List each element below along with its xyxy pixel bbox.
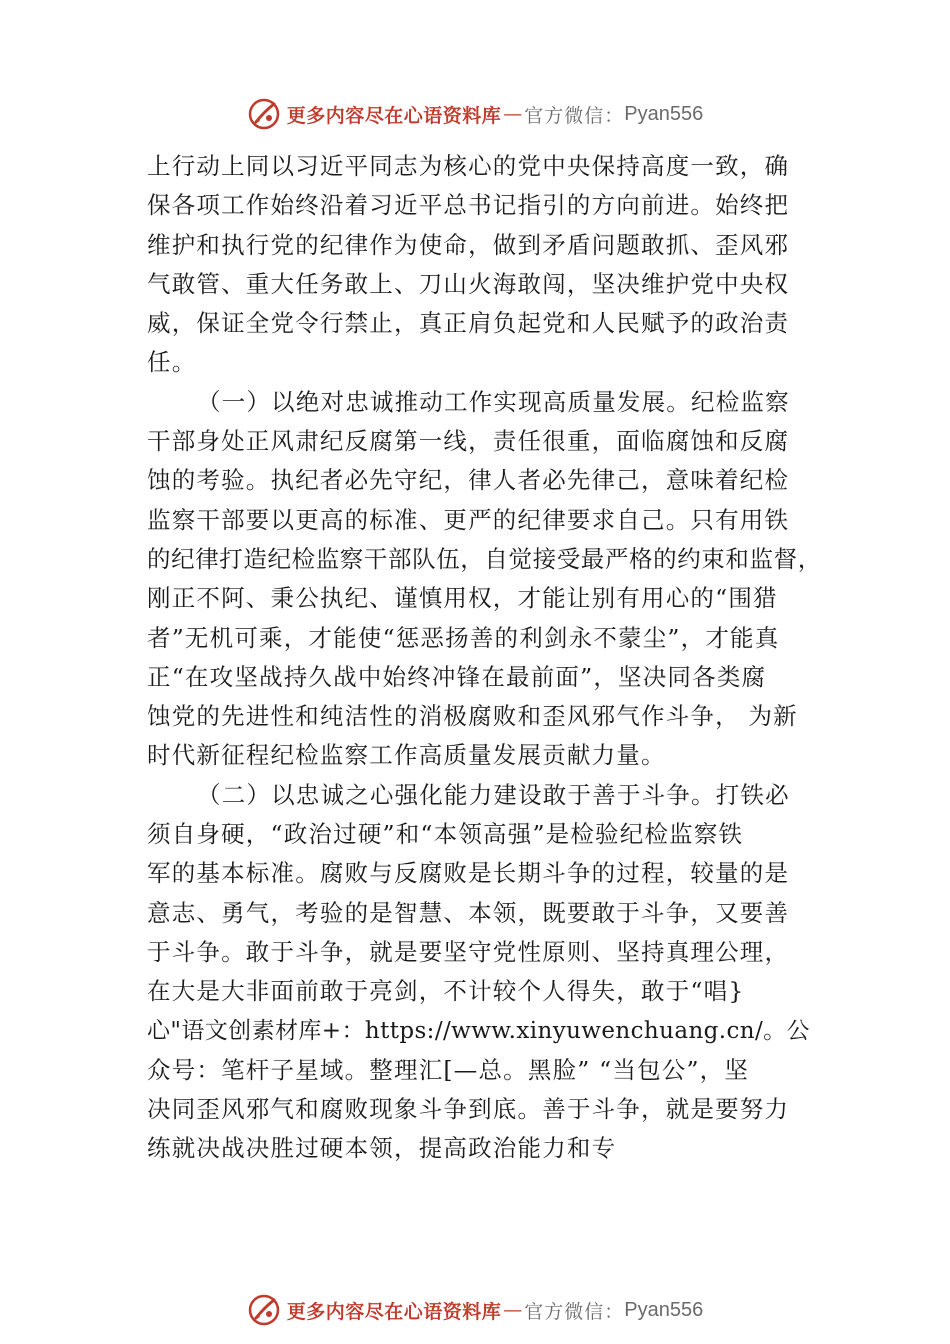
header-watermark bbox=[0, 94, 950, 134]
text-line: 时代新征程纪检监察工作高质量发展贡献力量。 bbox=[147, 741, 666, 770]
text-line: 干部身处正风肃纪反腐第一线，责任很重，面临腐蚀和反腐 bbox=[147, 427, 790, 456]
watermark-title: 更多内容尽在心语资料库 bbox=[286, 104, 502, 127]
brush-icon bbox=[247, 97, 281, 131]
text-line: 的纪律打造纪检监察干部队伍，自觉接受最严格的约束和监督， bbox=[147, 544, 822, 573]
watermark-dash: — bbox=[503, 1299, 523, 1321]
text-line: 蚀党的先进性和纯洁性的消极腐败和歪风邪气作斗争， 为新 bbox=[147, 702, 798, 731]
text-line: 军的基本标准。腐败与反腐败是长期斗争的过程，较量的是 bbox=[147, 859, 790, 888]
watermark-dash: — bbox=[503, 103, 523, 125]
text-line: 众号：笔杆子星域。整理汇[—总。黑脸” “当包公”，坚 bbox=[147, 1055, 750, 1084]
watermark-wechat-label: 官方微信： bbox=[524, 104, 625, 127]
text-line: 于斗争。敢于斗争，就是要坚守党性原则、坚持真理公理， bbox=[147, 937, 790, 966]
text-line: 威，保证全党令行禁止，真正肩负起党和人民赋予的政治责 bbox=[147, 309, 790, 338]
text-line: 者”无机可乘，才能使“惩恶扬善的利剑永不蒙尘”，才能真 bbox=[147, 623, 780, 652]
text-line: 任。 bbox=[147, 348, 197, 377]
text-line: 保各项工作始终沿着习近平总书记指引的方向前进。始终把 bbox=[147, 191, 790, 220]
text-line: 正“在攻坚战持久战中始终冲锋在最前面”，坚决同各类腐 bbox=[147, 662, 767, 691]
text-line: 须自身硬，“政治过硬”和“本领高强”是检验纪检监察铁 bbox=[147, 820, 744, 849]
text-line: 气敢管、重大任务敢上、刀山火海敢闯，坚决维护党中央权 bbox=[147, 269, 790, 298]
section-heading-2: （二）以忠诚之心强化能力建设敢于善于斗争。打铁必 bbox=[197, 780, 790, 809]
watermark-title: 更多内容尽在心语资料库 bbox=[286, 1300, 502, 1323]
text-line: 决同歪风邪气和腐败现象斗争到底。善于斗争，就是要努力 bbox=[147, 1095, 790, 1124]
text-line: 监察干部要以更高的标准、更严的纪律要求自己。只有用铁 bbox=[147, 505, 790, 534]
document-body bbox=[147, 147, 837, 1169]
brush-icon bbox=[247, 1293, 281, 1327]
text-line-url: 心"语文创素材库+：https://www.xinyuwenchuang.cn/。公 bbox=[147, 1017, 810, 1044]
text-line: 刚正不阿、秉公执纪、谨慎用权，才能让别有用心的“围猎 bbox=[147, 584, 778, 613]
text-line: 在大是大非面前敢于亮剑，不计较个人得失，敢于“唱} bbox=[147, 977, 745, 1006]
text-line: 意志、勇气，考验的是智慧、本领，既要敢于斗争，又要善 bbox=[147, 898, 790, 927]
watermark-wechat-label: 官方微信： bbox=[524, 1300, 625, 1323]
text-line: 蚀的考验。执纪者必先守纪，律人者必先律己，意味着纪检 bbox=[147, 466, 790, 495]
footer-watermark bbox=[0, 1290, 950, 1330]
watermark-wechat-id: Pyan556 bbox=[624, 1298, 704, 1321]
text-line: 维护和执行党的纪律作为使命，做到矛盾问题敢抓、歪风邪 bbox=[147, 230, 790, 259]
watermark-wechat-id: Pyan556 bbox=[624, 102, 704, 125]
text-line: 练就决战决胜过硬本领，提高政治能力和专 bbox=[147, 1134, 617, 1163]
text-line: 上行动上同以习近平同志为核心的党中央保持高度一致，确 bbox=[147, 152, 790, 180]
section-heading-1: （一）以绝对忠诚推动工作实现高质量发展。纪检监察 bbox=[197, 387, 790, 416]
